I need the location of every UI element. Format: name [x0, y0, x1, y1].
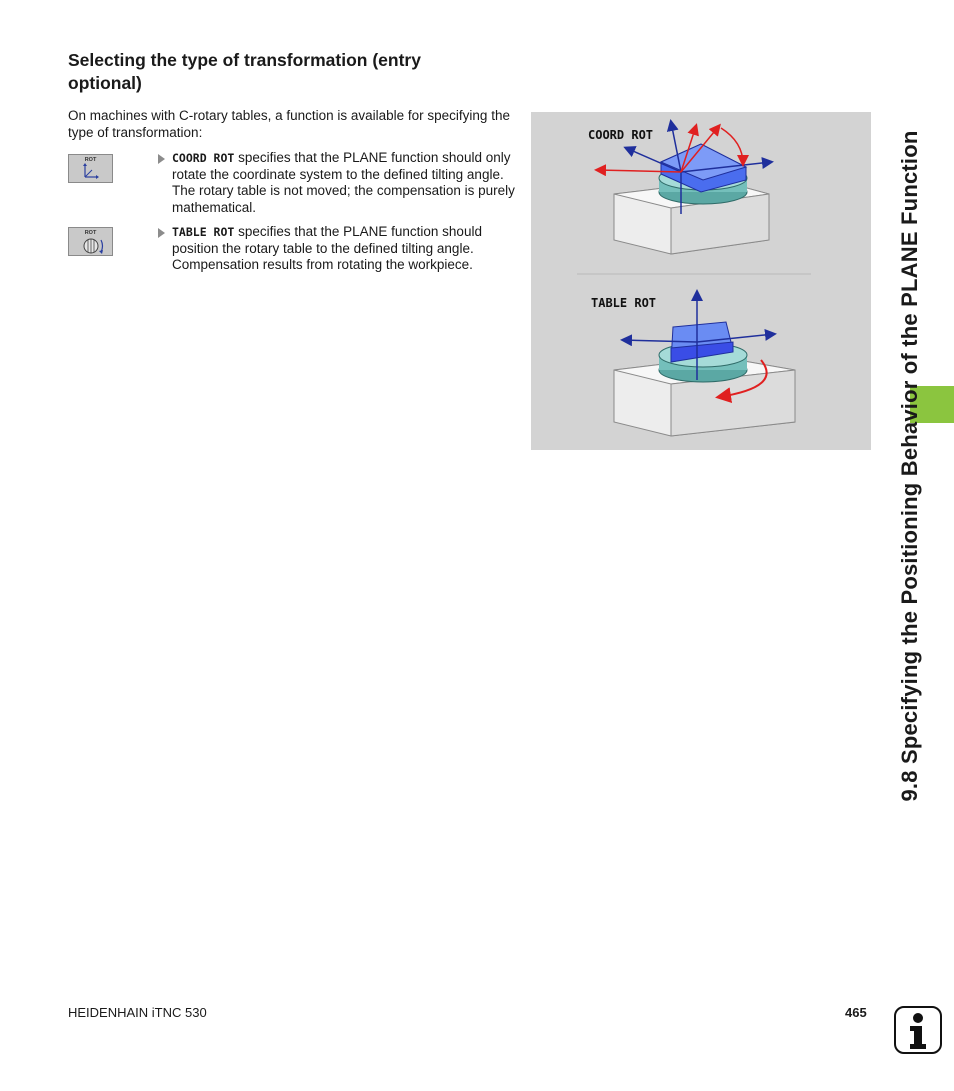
table-rot-label: TABLE ROT	[591, 296, 657, 310]
coord-rot-label: COORD ROT	[588, 128, 654, 142]
coord-rot-description	[172, 150, 516, 216]
table-rot-description	[172, 224, 516, 274]
table-rot-code: TABLE ROT	[172, 225, 235, 239]
section-heading: Selecting the type of transformation (entry optional)	[68, 50, 421, 93]
chapter-title-text: 9.8 Specifying the Positioning Behavior of the PLANE Function	[897, 130, 922, 802]
table-rot-softkey[interactable]	[68, 227, 113, 256]
illustration-svg	[531, 112, 871, 450]
softkey-label: ROT	[84, 230, 97, 236]
bullet-arrow-icon	[158, 154, 165, 164]
softkey-label: ROT	[84, 157, 97, 163]
intro-paragraph: On machines with C-rotary tables, a function is available for specifying the type of transformation:	[68, 108, 510, 140]
table-rot-text: specifies that the PLANE function should position the rotary table to the defined tilting angle. Compensation results from rotating the workpiece.	[172, 224, 482, 272]
table-rot-item	[158, 224, 516, 274]
info-icon	[894, 1006, 942, 1054]
page-number: 465	[845, 1005, 867, 1020]
coord-rot-softkey[interactable]	[68, 154, 113, 183]
footer-product: HEIDENHAIN iTNC 530	[68, 1005, 207, 1020]
coord-rot-code: COORD ROT	[172, 151, 235, 165]
coord-rot-item	[158, 150, 516, 216]
coordinate-axes-icon	[69, 155, 114, 184]
rotary-table-icon	[69, 228, 114, 257]
coord-rot-text: specifies that the PLANE function should only rotate the coordinate system to the defined tilting angle. The rotary table is not moved; the compensation is purely mathematical.	[172, 150, 515, 215]
bullet-arrow-icon	[158, 228, 165, 238]
plane-rotation-illustration	[531, 112, 871, 450]
